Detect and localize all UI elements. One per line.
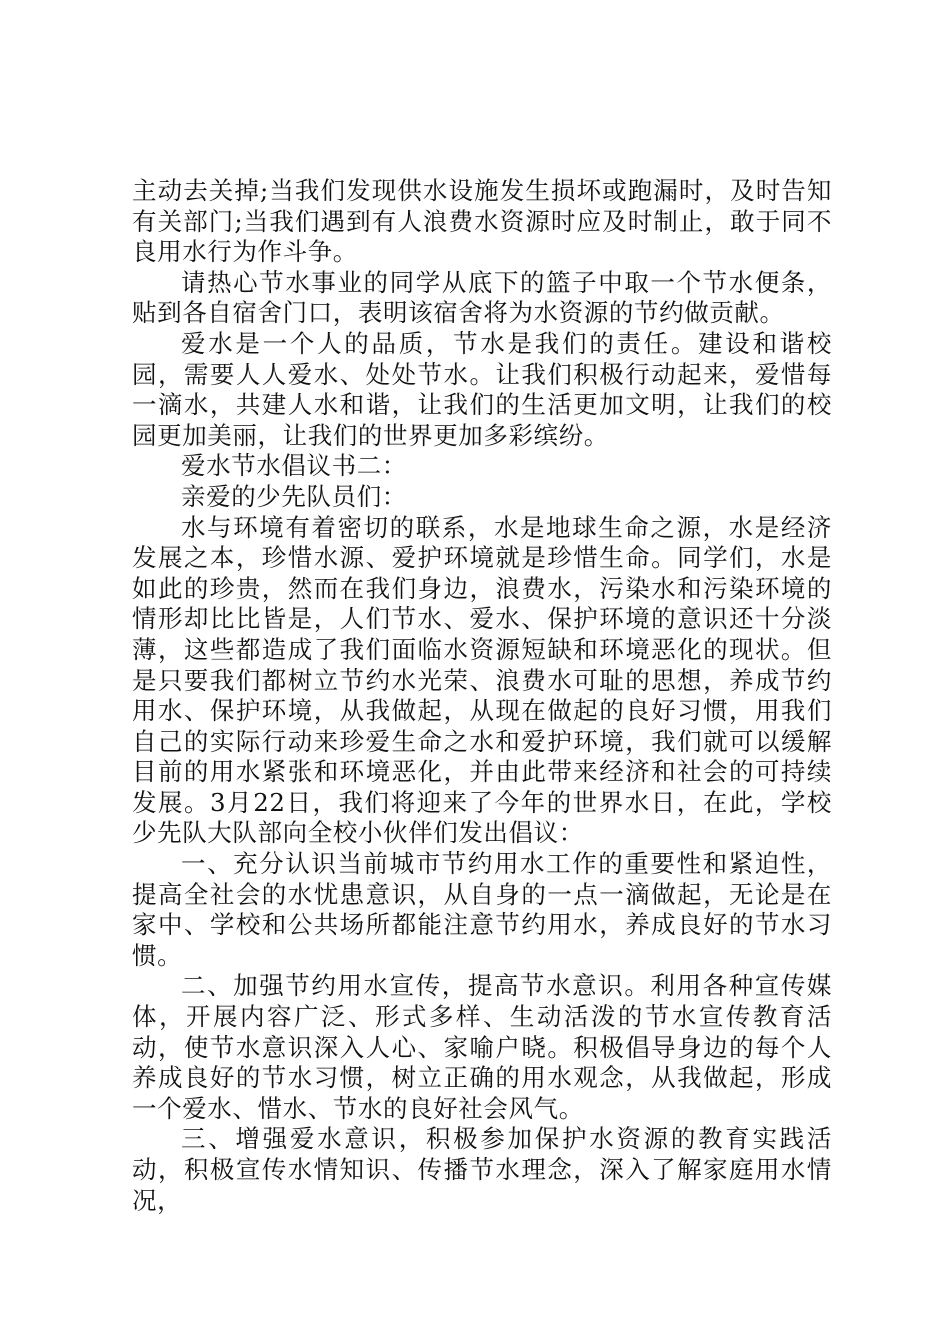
paragraph-item-2: 二、加强节约用水宣传，提高节水意识。利用各种宣传媒体，开展内容广泛、形式多样、生动活泼的节水宣传教育活动，使节水意识深入人心、家喻户晓。积极倡导身边的每个人养成良好的节水习惯，树立正确的用水观念，从我做起，形成一个爱水、惜水、节水的良好社会风气。 xyxy=(132,971,832,1123)
paragraph-2: 请热心节水事业的同学从底下的篮子中取一个节水便条，贴到各自宿舍门口，表明该宿舍将为水资源的节约做贡献。 xyxy=(132,267,832,328)
paragraph-1: 主动去关掉;当我们发现供水设施发生损坏或跑漏时，及时告知有关部门;当我们遇到有人浪费水资源时应及时制止，敢于同不良用水行为作斗争。 xyxy=(132,176,832,267)
paragraph-3: 爱水是一个人的品质，节水是我们的责任。建设和谐校园，需要人人爱水、处处节水。让我们积极行动起来，爱惜每一滴水，共建人水和谐，让我们的生活更加文明，让我们的校园更加美丽，让我们的世界更加多彩缤纷。 xyxy=(132,328,832,450)
salutation: 亲爱的少先队员们： xyxy=(181,481,407,511)
section-heading: 爱水节水倡议书二： xyxy=(181,451,407,481)
paragraph-intro: 水与环境有着密切的联系，水是地球生命之源，水是经济发展之本，珍惜水源、爱护环境就是珍惜生命。同学们，水是如此的珍贵，然而在我们身边，浪费水，污染水和污染环境的情形却比比皆是，人们节水、爱水、保护环境的意识还十分淡薄，这些都造成了我们面临水资源短缺和环境恶化的现状。但是只要我们都树立节约水光荣、浪费水可耻的思想，养成节约用水、保护环境，从我做起，从现在做起的良好习惯，用我们自己的实际行动来珍爱生命之水和爱护环境，我们就可以缓解目前的用水紧张和环境恶化，并由此带来经济和社会的可持续发展。3月22日，我们将迎来了今年的世界水日，在此，学校少先队大队部向全校小伙伴们发出倡议： xyxy=(132,512,832,848)
paragraph-item-3: 三、增强爱水意识，积极参加保护水资源的教育实践活动，积极宣传水情知识、传播节水理念，深入了解家庭用水情况， xyxy=(132,1124,832,1215)
document-body xyxy=(132,176,832,1216)
paragraph-item-1: 一、充分认识当前城市节约用水工作的重要性和紧迫性，提高全社会的水忧患意识，从自身的一点一滴做起，无论是在家中、学校和公共场所都能注意节约用水，养成良好的节水习惯。 xyxy=(132,849,832,970)
